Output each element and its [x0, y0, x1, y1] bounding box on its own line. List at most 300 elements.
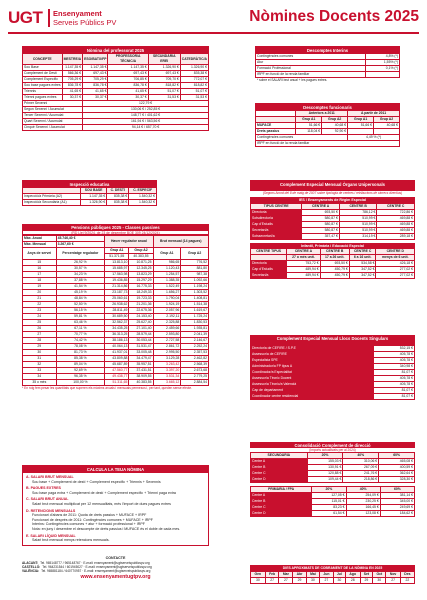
table-cell: 30,57 %: [56, 266, 105, 272]
table-row: [251, 510, 415, 516]
table-cell: 1.303,52: [181, 290, 209, 296]
table-cell: Contingències comunes: [256, 135, 348, 141]
table-cell: 24.153,40: [129, 314, 153, 320]
table-cell: 40.383,55: [129, 380, 153, 386]
table-cell: 1.147,35 €: [62, 65, 83, 71]
table-cell: 35.957,51: [129, 362, 153, 368]
contact-line: [22, 569, 209, 573]
table-cell: 48,84 %: [56, 296, 105, 302]
table-cell: 21.314,86: [105, 284, 129, 290]
table-cell: 74,42 %: [56, 338, 105, 344]
table-cell: 30: [23, 350, 57, 356]
table-cell: 254,09 €: [346, 492, 380, 498]
table-cell: 43.809,88: [105, 356, 129, 362]
table-cell: MUFACE: [256, 123, 296, 129]
table-cell: 818,82 €: [180, 83, 208, 89]
table-cell: 41,65 €: [83, 89, 108, 95]
day-cell: 22: [400, 577, 414, 583]
column-header: Grup A1: [348, 117, 374, 123]
table-cell: 23.187,73: [105, 290, 129, 296]
table-cell: [365, 72, 399, 78]
table-cell: 2.593,80: [153, 332, 181, 338]
day-cell: 29: [360, 577, 373, 583]
table-cell: Centre B: [251, 464, 308, 470]
table-cell: 1.120,43: [153, 266, 181, 272]
table-cell: 18.249,33: [129, 290, 153, 296]
table-cell: 705,29 €: [83, 77, 108, 83]
table-cell: 21: [23, 296, 57, 302]
table-cell: 83,23 €: [312, 504, 346, 510]
table-cell: 2.673,68: [181, 368, 209, 374]
table-cell: 835,38 €: [107, 200, 129, 206]
column-header: Jun: [320, 571, 334, 577]
table-cell: 51,07 €: [148, 89, 180, 95]
contacte-title: CONTACTE: [105, 556, 126, 560]
table-cell: 2.057,96: [153, 308, 181, 314]
table-cell: 836,78 €: [108, 83, 148, 89]
table-cell: 40,68 €: [322, 123, 348, 129]
table-cell: 155,03 €: [307, 458, 343, 464]
table-cell: 3.129,28: [153, 356, 181, 362]
especial-title: Complement Especial Mensual Òrgans Unipersonals: [250, 180, 415, 191]
calcula-heading: E. SALARI LÍQUID MENSUAL: [26, 533, 76, 538]
table-cell: 22: [23, 302, 57, 308]
table-cell: 1.522,49: [153, 284, 181, 290]
column-header: MESTRE/A: [62, 54, 83, 65]
table-cell: Complement Específic: [23, 77, 63, 83]
column-header: CENTRE D: [376, 249, 415, 255]
table-cell: 37.431,51: [129, 368, 153, 374]
table-cell: 4,8% (*): [365, 54, 399, 60]
table-cell: 1.326,90 €: [148, 65, 180, 71]
table-cell: 3.531,34: [153, 374, 181, 380]
column-header: SECUNDÀRIA: [251, 452, 308, 458]
table-cell: Directoria: [251, 209, 302, 215]
column-header: C. ESPECÍF: [129, 188, 157, 194]
brut-header: Brut mensual (14 pagues): [153, 236, 208, 248]
table-cell: 22.675,36: [129, 308, 153, 314]
table-cell: 230,25 €: [346, 498, 380, 504]
calcula-heading: C. SALARI BRUT ANUAL: [26, 497, 69, 502]
table-cell: 16.775,33: [129, 284, 153, 290]
table-cell: 61,54 €: [312, 510, 346, 516]
table-cell: 26: [23, 326, 57, 332]
pensions-table: Pensions públiques 2025 - Classes passives (RD Llei 9/2024, de 23 de desembre BOE 309 24/12/2024) Màx. Anual 45.746,40 € Haver regulador anual Brut mensual (14 pagues) Màx. Mensual 3.267,60 € Anys de servei Percentatge regulador Grup A1 Grup A2 Grup A1 Grup A2 51.371,55 40.383,55 15 26,92 % 13.813,10 10.871,25 986,65 776,52 16 30,57 % 15.685,97 12.345,25 1.120,43 881,80 17 34,23 % 17.563,98 13.823,29 1.254,57 987,38 18 37,88 % 19.436,85 15.297,29 1.388,35 1.092,66 19 41,54 % 21.314,86 16.775,33 1.522,49 1.198,24 20 45,19 % 23.187,73 18.249,33 1.656,27 1.303,52 21 48,84 % 25.060,61 19.723,33 1.790,04 1.408,81 22 52,50 % 26.938,62 21.201,36 1.924,19 1.514,38 23 56,15 % 28.811,49 22.675,36 2.057,96 1.619,67 24 59,81 % 30.689,50 24.153,40 2.192,11 1.725,24 25 63,46 % 32.562,37 25.627,40 2.325,88 1.830,53 26 67,11 % 34.435,25 27.101,40 2.459,66 1.935,81 27 70,77 % 36.313,25 28.579,44 2.593,80 2.041,39 28 74,42 % 38.186,13 30.053,44 2.727,58 2.146,67 29 78,08 % 40.064,13 31.531,47 2.861,72 2.252,24 30 81,73 % 41.937,01 33.005,48 2.995,50 2.357,53 31 85,38 % 43.809,88 34.479,47 3.129,28 2.462,82 32 89,04 % 45.687,89 35.957,51 3.263,42 2.568,39 33 92,69 % 47.560,77 37.431,51 3.397,20 2.673,68 34 96,35 % 49.438,77 38.909,55 3.531,34 2.779,25 35 o més 100,00 % 51.311,65 40.383,55 3.665,12 2.884,54 * En roig fem pesar les quantitats que superen els màxims anuals i mensuals permesos i, per tant, queden sense efecte.: [22, 225, 207, 390]
funcionaris-title: Descomptes funcionaris: [255, 103, 400, 110]
table-cell: 30,37 €: [83, 95, 108, 101]
group-apartir: A partir de 2011: [348, 111, 400, 117]
table-cell: 469,88 €: [377, 227, 415, 233]
table-cell: 2.861,72: [153, 344, 181, 350]
table-cell: 31,53 €: [180, 95, 208, 101]
table-cell: 23: [23, 308, 57, 314]
calcula-heading: D. RETENCIONS MENSUALS: [26, 508, 76, 513]
table-cell: 697,43 €: [108, 71, 148, 77]
table-cell: 818,82 €: [148, 83, 180, 89]
table-cell: 21.201,36: [129, 302, 153, 308]
table-cell: 51,66 €: [348, 123, 374, 129]
table-cell: Director/a: [251, 261, 287, 267]
table-cell: 109,44 €: [307, 476, 343, 482]
table-cell: IRPF en funció de la renda familiar: [256, 72, 366, 78]
table-cell: 47.560,77: [105, 368, 129, 374]
table-cell: 218,86 €: [343, 476, 379, 482]
table-cell: Centre D: [251, 510, 312, 516]
table-cell: 510,99 €: [339, 221, 377, 227]
sexenni-row: [23, 125, 209, 131]
table-cell: 38.186,13: [105, 338, 129, 344]
table-cell: Centre A: [251, 492, 312, 498]
table-cell: 127,05 €: [312, 492, 346, 498]
descomptes-title: Descomptes Interins: [255, 46, 400, 53]
table-cell: 30,37 €: [62, 95, 83, 101]
table-cell: 15.297,29: [129, 278, 153, 284]
table-cell: 705,29 €: [62, 77, 83, 83]
table-cell: 836,78 €: [83, 83, 108, 89]
table-cell: 70,77 %: [56, 332, 105, 338]
table-cell: 51.311,65: [105, 380, 129, 386]
table-cell: 426,18 €: [376, 261, 415, 267]
table-cell: 697,43 €: [148, 71, 180, 77]
table-cell: 489,94 €: [287, 273, 320, 279]
table-row: [251, 476, 415, 482]
column-header: Grup A2: [374, 117, 400, 123]
consolidacio-title: Consolidació Complement de direcció: [250, 442, 415, 448]
table-row: [256, 72, 400, 78]
table-cell: Cap d'Estudis: [251, 221, 302, 227]
table-cell: 89,04 %: [56, 362, 105, 368]
table-cell: 510,99 €: [339, 215, 377, 221]
table-cell: 85,38 %: [56, 356, 105, 362]
table-cell: 881,80: [181, 266, 209, 272]
table-cell: 2.146,67: [181, 338, 209, 344]
table-cell: 161,94 € / 563,56 €: [83, 119, 209, 125]
pensions-subtitle: (RD Llei 9/2024, de 23 de desembre BOE 309 24/12/2024): [22, 230, 209, 235]
table-cell: 13.813,10: [105, 260, 129, 266]
table-cell: 148,77 € / 401,62 €: [83, 113, 209, 119]
table-cell: 31.531,47: [129, 344, 153, 350]
table-cell: 34: [23, 374, 57, 380]
table-cell: 986,65: [153, 260, 181, 266]
table-cell: 2.459,66: [153, 326, 181, 332]
table-cell: Coordinador/a Especialitat: [251, 370, 374, 376]
table-cell: 347,52 €: [349, 267, 376, 273]
table-cell: 120,88 €: [307, 470, 343, 476]
table-cell: 1.147,35 €: [80, 194, 106, 200]
table-cell: 0,1% (*): [365, 66, 399, 72]
table-cell: 1.924,19: [153, 302, 181, 308]
table-cell: Quart Sexenni / Acumulat: [23, 119, 83, 125]
table-cell: Drets passius: [256, 129, 296, 135]
table-cell: 19.723,33: [129, 296, 153, 302]
table-cell: 19.436,85: [105, 278, 129, 284]
table-cell: 1,55% (*): [365, 60, 399, 66]
table-cell: 2.357,53: [181, 350, 209, 356]
table-cell: 32.562,37: [105, 320, 129, 326]
descomptes-note: * sobre el SALARI brut anual + les pagues extres.: [257, 78, 328, 82]
table-cell: Inspecció/a Primària (A2): [23, 194, 81, 200]
column-header: CENTRE TIPUS: [251, 249, 287, 255]
table-cell: 19: [23, 284, 57, 290]
column-header: SECUNDÀRIA EREI: [148, 54, 180, 65]
table-cell: 2.884,54: [181, 380, 209, 386]
column-header: CONCEPTE: [23, 54, 63, 65]
table-cell: Centre D: [251, 476, 308, 482]
table-cell: Trienni pagues extres: [23, 95, 63, 101]
table-cell: 81,73 %: [56, 350, 105, 356]
table-cell: 92,69 %: [56, 368, 105, 374]
calcula-heading: B. PAGUES EXTRES: [26, 486, 61, 491]
day-cell: 27: [386, 577, 400, 583]
table-cell: 28: [23, 338, 57, 344]
column-header: CENTRE A: [287, 249, 320, 255]
table-cell: 241,76 €: [343, 470, 379, 476]
day-cell: 29: [293, 577, 307, 583]
table-cell: 25.627,40: [129, 320, 153, 326]
table-cell: 26.938,62: [105, 302, 129, 308]
table-cell: 2.325,88: [153, 320, 181, 326]
column-header: TIPUS CENTRE: [251, 203, 302, 209]
table-cell: Cap de departament: [251, 388, 374, 394]
llocs-singulars: [250, 335, 415, 400]
day-cell: 30: [333, 577, 345, 583]
table-cell: 17.563,98: [105, 272, 129, 278]
table-cell: Sotssecretari/a: [251, 233, 302, 239]
table-cell: 29: [23, 344, 57, 350]
table-cell: 1.540,32 €: [129, 194, 157, 200]
inspeccio-table: [22, 180, 157, 206]
table-cell: 33: [23, 368, 57, 374]
table-cell: 1.408,81: [181, 296, 209, 302]
table-cell: 31: [23, 356, 57, 362]
table-cell: Sou base pagues extres: [24, 83, 61, 87]
column-header: 40%: [343, 452, 379, 458]
column-header: Feb: [265, 571, 279, 577]
table-cell: 709,70 €: [148, 77, 180, 83]
table-cell: 381,14 €: [380, 492, 414, 498]
table-cell: 40.064,13: [105, 344, 129, 350]
complement-especial: [250, 180, 415, 279]
table-cell: Segon Sexenni / Acumulat: [23, 107, 83, 113]
table-cell: Centre C: [251, 470, 308, 476]
column-header: Set: [360, 571, 373, 577]
table-cell: 34,23 %: [56, 272, 105, 278]
table-cell: 1.725,24: [181, 314, 209, 320]
table-cell: Director/a de CEFIRE / S.P.E: [251, 346, 374, 352]
group-anteriors: Anteriors a 2011: [296, 111, 348, 117]
web-link[interactable]: www.ensenyamentugtpv.org: [80, 573, 151, 580]
table-cell: Administrador/a FP tipus A: [251, 364, 374, 370]
table-cell: 10.871,25: [129, 260, 153, 266]
day-cell: 27: [279, 577, 293, 583]
table-cell: 405,78 €: [374, 352, 415, 358]
table-cell: 115,01 €: [312, 498, 346, 504]
column-header: Gen: [251, 571, 266, 577]
table-cell: 78,08 %: [56, 344, 105, 350]
calcula-text: Funcionari d'abans de 2011: Quota de drets passius + MUFACE + IRPF: [32, 513, 147, 518]
column-header: Grup A2: [322, 117, 348, 123]
table-cell: 51,66 €: [296, 123, 322, 129]
column-header: CATEDRÀTIC/A: [180, 54, 208, 65]
table-cell: Centre A: [251, 458, 308, 464]
table-cell: Tercer Sexenni / Acumulat: [23, 113, 83, 119]
table-cell: 469,88 €: [377, 221, 415, 227]
table-cell: 13.823,29: [129, 272, 153, 278]
table-cell: IRPF en funció de la renda familiar: [256, 141, 400, 147]
table-cell: 776,52: [181, 260, 209, 266]
column-header: 60%: [379, 452, 415, 458]
table-cell: 580,87 €: [302, 221, 339, 227]
table-cell: 40,68 €: [374, 123, 400, 129]
table-cell: 34.479,47: [129, 356, 153, 362]
table-cell: 41,54 %: [56, 284, 105, 290]
calcula-heading: A. SALARI BRUT MENSUAL: [26, 475, 74, 479]
table-row: [23, 200, 157, 206]
table-cell: 45.687,89: [105, 362, 129, 368]
table-cell: 67,11 %: [56, 326, 105, 332]
table-cell: 38.909,55: [129, 374, 153, 380]
consolidacio: [250, 442, 415, 517]
table-cell: 51,07 €: [180, 89, 208, 95]
table-cell: Secretari/a: [251, 227, 302, 233]
table-cell: 1.326,90 €: [80, 200, 106, 206]
table-cell: 1.790,04: [153, 296, 181, 302]
table-cell: 15.685,97: [105, 266, 129, 272]
table-cell: Secretari/a: [251, 273, 287, 279]
table-row: [256, 141, 400, 147]
table-cell: 835,38 €: [180, 71, 208, 77]
ugt-logo: UGT: [8, 8, 43, 27]
table-cell: 772,07 €: [180, 77, 208, 83]
contact-city: ALACANT:: [22, 560, 39, 565]
table-cell: Atur: [256, 60, 366, 66]
table-cell: Primer Sexenni: [23, 101, 83, 107]
day-cell: 27: [320, 577, 334, 583]
table-cell: 450,79 €: [320, 273, 349, 279]
table-cell: 2.995,50: [153, 350, 181, 356]
table-cell: 37,88 %: [56, 278, 105, 284]
table-cell: 20: [23, 290, 57, 296]
table-cell: 532,15 €: [374, 346, 415, 352]
column-header: 60%: [380, 486, 414, 492]
table-cell: 25: [23, 320, 57, 326]
column-header: PROFESSOR/A TÈCNIC/A: [108, 54, 148, 65]
table-cell: Contingències comunes: [256, 54, 366, 60]
column-header: Nov: [386, 571, 400, 577]
table-cell: 24: [23, 314, 57, 320]
pensions-title: Pensions públiques 2025 - Classes passives: [22, 224, 209, 230]
table-cell: 722,86 €: [377, 209, 415, 215]
calcula-text: Interins: Contingències comunes + atur + formació professional + IRPF: [32, 522, 145, 527]
table-cell: 27.101,40: [129, 326, 153, 332]
table-cell: Assessor/a Tècnic Docent: [251, 376, 374, 382]
contact-details[interactable]: Tel. 965148777 / 965148767 · E-mail: ensenyament@ugtserveispublicspv.org: [40, 560, 150, 565]
table-cell: 1.656,27: [153, 290, 181, 296]
table-cell: 357,47 €: [302, 233, 339, 239]
table-cell: 706,85 €: [108, 77, 148, 83]
table-cell: 405,78 €: [374, 358, 415, 364]
nomina-table: [22, 46, 209, 131]
contact-city: VALÈNCIA:: [22, 568, 40, 573]
descomptes-funcionaris: [255, 103, 400, 147]
table-cell: Especialista SPE: [251, 358, 374, 364]
table-cell: 1.326,90 €: [180, 65, 208, 71]
table-cell: 100,00 %: [56, 380, 105, 386]
column-header: CENTRE A: [302, 203, 339, 209]
column-header: menys de 6 unit.: [376, 255, 415, 261]
table-cell: 987,38: [181, 272, 209, 278]
table-cell: 45,19 %: [56, 290, 105, 296]
table-cell: 400,59 €: [379, 464, 415, 470]
table-cell: 469,88 €: [377, 215, 415, 221]
table-cell: 30.053,44: [129, 338, 153, 344]
contact-details[interactable]: Tel. 965881184 / 640770957 · E-mail: ensenyament@ugtserveispublicspv.org: [41, 568, 151, 573]
table-cell: 310,06 €: [343, 458, 379, 464]
column-header: PRIMÀRIA / FPA: [251, 486, 312, 492]
table-cell: 362,64 €: [379, 470, 415, 476]
calcula-title: CALCULA LA TEUA NÒMINA: [22, 465, 209, 472]
inf-title: Infantil, Primària i Educació Especial: [250, 243, 415, 249]
day-cell: 28: [345, 577, 360, 583]
table-cell: 41,65 €: [62, 89, 83, 95]
table-row: [251, 273, 415, 279]
table-cell: 3.263,42: [153, 362, 181, 368]
table-cell: 81,07 €: [374, 394, 415, 400]
table-cell: 267,09 €: [343, 464, 379, 470]
column-header: Oct: [373, 571, 386, 577]
page-header: [8, 6, 419, 32]
table-cell: 28.579,44: [129, 332, 153, 338]
table-cell: 2.192,11: [153, 314, 181, 320]
contact-details[interactable]: Tel. 964231544 / 601945027 · E-mail: ensenyament@ugtserveispublicspv.org: [42, 564, 152, 569]
calcula-box: [22, 465, 209, 546]
table-cell: 1.619,67: [181, 308, 209, 314]
table-cell: 2.568,39: [181, 362, 209, 368]
table-cell: 277,02 €: [376, 267, 415, 273]
pension-row: [23, 380, 209, 386]
column-header: CENTRE C: [377, 203, 415, 209]
contacte-box: [22, 556, 209, 580]
table-cell: 27: [23, 332, 57, 338]
table-cell: Coordinador centre residencial: [251, 394, 374, 400]
table-cell: Inspecció/a Secundària (A1): [23, 200, 81, 206]
table-cell: 489,94 €: [287, 267, 320, 273]
table-cell: 345,00 €: [380, 498, 414, 504]
table-cell: 184,62 €: [380, 510, 414, 516]
table-cell: 81,07 €: [374, 370, 415, 376]
table-cell: 41.937,01: [105, 350, 129, 356]
table-cell: 15: [23, 260, 57, 266]
table-row: [251, 394, 415, 400]
table-cell: 405,78 €: [374, 382, 415, 388]
column-header: C. DESTÍ: [107, 188, 129, 194]
column-header: SOU BASE: [80, 188, 106, 194]
table-cell: Triennis: [23, 89, 63, 95]
table-cell: 693,50 €: [302, 209, 339, 215]
column-header: 20%: [307, 452, 343, 458]
table-cell: Sotsdirector/a: [251, 215, 302, 221]
consolidacio-subtitle: (Imports actualitzats per al 2024): [309, 447, 356, 452]
table-cell: 25.060,61: [105, 296, 129, 302]
haver-header: Haver regulador anual: [105, 236, 153, 248]
column-header: Grup A1: [296, 117, 322, 123]
table-cell: 52,50 %: [56, 302, 105, 308]
column-header: 6 a 16 unit.: [349, 255, 376, 261]
dies-cobrament: [250, 565, 415, 584]
dies-title: DIES APROXIMATS DE COBRAMENT DE LA NÒMINA EN 2025: [250, 565, 415, 571]
table-cell: 450,79 €: [320, 267, 349, 273]
table-cell: 465,08 €: [379, 458, 415, 464]
